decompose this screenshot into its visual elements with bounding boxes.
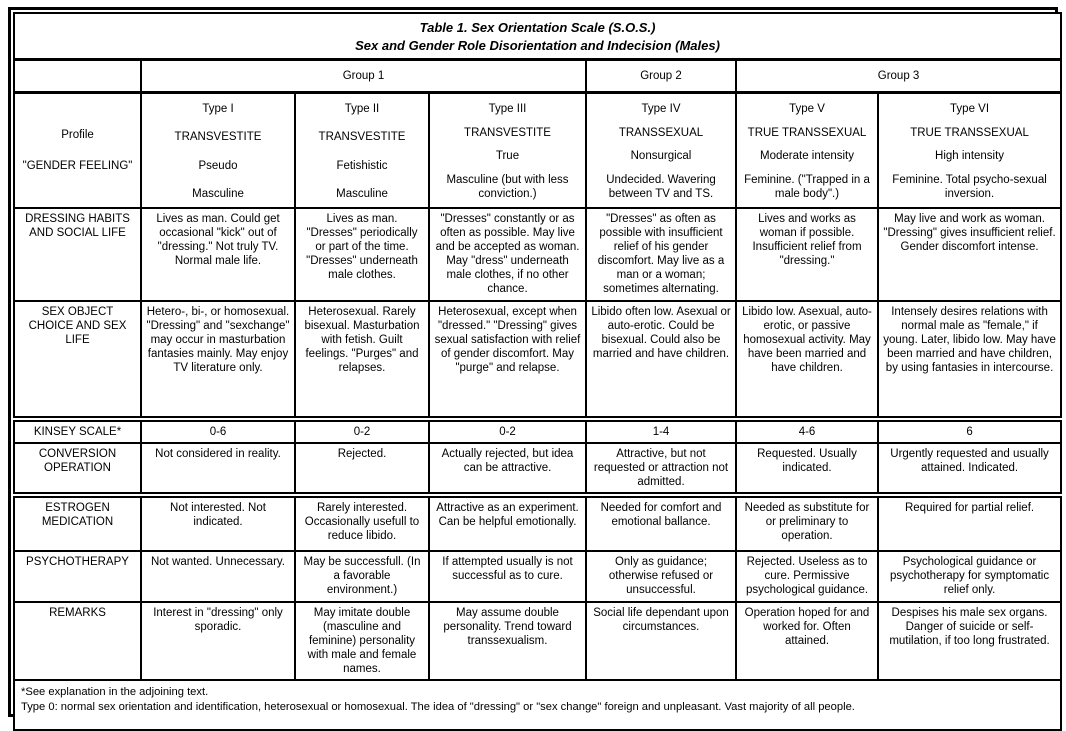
conversion-cell-type-2: Rejected. bbox=[295, 443, 429, 495]
row-psychotherapy bbox=[14, 551, 1061, 602]
group-header-row bbox=[14, 60, 1061, 93]
remarks-cell-type-6: Despises his male sex organs. Danger of suicide or self-mutilation, if too long frustrated. bbox=[878, 602, 1061, 680]
group-2-header: Group 2 bbox=[586, 60, 736, 93]
group-header-spacer bbox=[14, 60, 141, 93]
type-4-category: TRANSSEXUAL bbox=[618, 126, 704, 139]
profile-cell-type-2 bbox=[295, 93, 429, 209]
kinsey-cell-type-6: 6 bbox=[878, 419, 1061, 443]
type-2-name: Type II bbox=[344, 103, 380, 116]
type-3-subtype: True bbox=[495, 150, 520, 163]
footnote bbox=[14, 680, 1061, 730]
remarks-cell-type-4: Social life dependant upon circumstances. bbox=[586, 602, 736, 680]
type-6-feeling: Feminine. Total psycho-sexual inversion. bbox=[892, 174, 1047, 201]
dressing-cell-type-1: Lives as man. Could get occasional "kick" out of "dressing." Not truly TV. Normal male life. bbox=[141, 208, 295, 301]
dressing-cell-type-2: Lives as man. "Dresses" periodically or part of the time. "Dresses" underneath male clothes. bbox=[295, 208, 429, 301]
type-1-category: TRANSVESTITE bbox=[174, 131, 262, 144]
kinsey-cell-type-3: 0-2 bbox=[429, 419, 586, 443]
type-3-name: Type III bbox=[488, 103, 527, 116]
estrogen-cell-type-2: Rarely interested. Occasionally usefull to reduce libido. bbox=[295, 495, 429, 551]
type-4-subtype: Nonsurgical bbox=[630, 150, 692, 163]
row-estrogen-medication bbox=[14, 495, 1061, 551]
estrogen-cell-type-3: Attractive as an experiment. Can be helpful emotionally. bbox=[429, 495, 586, 551]
row-remarks bbox=[14, 602, 1061, 680]
psycho-cell-type-1: Not wanted. Unnecessary. bbox=[141, 551, 295, 602]
footnote-line2: Type 0: normal sex orientation and identification, heterosexual or homosexual. The idea of "dressing" or "sex change" foreign and unpleasant. Vast majority of all people. bbox=[21, 701, 855, 714]
remarks-cell-type-1: Interest in "dressing" only sporadic. bbox=[141, 602, 295, 680]
profile-row bbox=[14, 93, 1061, 209]
title-row bbox=[14, 13, 1061, 60]
table-title-line1: Table 1. Sex Orientation Scale (S.O.S.) bbox=[419, 20, 656, 35]
conversion-cell-type-1: Not considered in reality. bbox=[141, 443, 295, 495]
estrogen-cell-type-4: Needed for comfort and emotional ballance. bbox=[586, 495, 736, 551]
profile-cell-type-6 bbox=[878, 93, 1061, 209]
type-2-category: TRANSVESTITE bbox=[318, 131, 406, 144]
sexobject-cell-type-1: Hetero-, bi-, or homosexual. "Dressing" and "sexchange" may occur in masturbation fantasies mainly. May enjoy TV literature only. bbox=[141, 301, 295, 419]
kinsey-cell-type-2: 0-2 bbox=[295, 419, 429, 443]
profile-cell-type-3 bbox=[429, 93, 586, 209]
sexobject-cell-type-5: Libido low. Asexual, auto-erotic, or passive homosexual activity. May have been married and have children. bbox=[736, 301, 878, 419]
type-3-feeling: Masculine (but with less conviction.) bbox=[446, 174, 569, 201]
row-label-dressing: DRESSING HABITS AND SOCIAL LIFE bbox=[14, 208, 141, 301]
table-title bbox=[14, 13, 1061, 60]
row-label-remarks: REMARKS bbox=[14, 602, 141, 680]
psycho-cell-type-5: Rejected. Useless as to cure. Permissive psychological guidance. bbox=[736, 551, 878, 602]
row-label-conversion: CONVERSION OPERATION bbox=[14, 443, 141, 495]
row-label-sex-object: SEX OBJECT CHOICE AND SEX LIFE bbox=[14, 301, 141, 419]
type-6-name: Type VI bbox=[950, 103, 990, 116]
type-6-category: TRUE TRANSSEXUAL bbox=[910, 126, 1029, 139]
kinsey-cell-type-4: 1-4 bbox=[586, 419, 736, 443]
sos-table bbox=[13, 12, 1062, 731]
psycho-cell-type-4: Only as guidance; otherwise refused or unsuccessful. bbox=[586, 551, 736, 602]
psycho-cell-type-6: Psychological guidance or psychotherapy for symptomatic relief only. bbox=[878, 551, 1061, 602]
conversion-cell-type-4: Attractive, but not requested or attraction not admitted. bbox=[586, 443, 736, 495]
row-label-psychotherapy: PSYCHOTHERAPY bbox=[14, 551, 141, 602]
estrogen-cell-type-5: Needed as substitute for or preliminary to operation. bbox=[736, 495, 878, 551]
estrogen-cell-type-1: Not interested. Not indicated. bbox=[141, 495, 295, 551]
table-title-line2: Sex and Gender Role Disorientation and Indecision (Males) bbox=[355, 37, 720, 53]
type-1-name: Type I bbox=[202, 103, 234, 116]
row-conversion-operation bbox=[14, 443, 1061, 495]
row-sex-object-choice bbox=[14, 301, 1061, 419]
conversion-cell-type-5: Requested. Usually indicated. bbox=[736, 443, 878, 495]
profile-label-line2: "GENDER FEELING" bbox=[22, 160, 133, 173]
sexobject-cell-type-6: Intensely desires relations with normal male as "female," if young. Later, libido low. May have been married and have children, by using fantasies in intercourse. bbox=[878, 301, 1061, 419]
type-3-category: TRANSVESTITE bbox=[464, 126, 551, 139]
type-5-feeling: Feminine. ("Trapped in a male body".) bbox=[744, 174, 870, 201]
row-label-profile bbox=[14, 93, 141, 209]
sexobject-cell-type-4: Libido often low. Asexual or auto-erotic. Could be bisexual. Could also be married and have children. bbox=[586, 301, 736, 419]
type-6-subtype: High intensity bbox=[935, 150, 1005, 163]
psycho-cell-type-3: If attempted usually is not successful as to cure. bbox=[429, 551, 586, 602]
conversion-cell-type-3: Actually rejected, but idea can be attractive. bbox=[429, 443, 586, 495]
row-label-kinsey: KINSEY SCALE* bbox=[14, 419, 141, 443]
kinsey-cell-type-5: 4-6 bbox=[736, 419, 878, 443]
group-1-header: Group 1 bbox=[141, 60, 586, 93]
kinsey-cell-type-1: 0-6 bbox=[141, 419, 295, 443]
type-1-subtype: Pseudo bbox=[198, 159, 238, 172]
remarks-cell-type-2: May imitate double (masculine and feminine) personality with male and female names. bbox=[295, 602, 429, 680]
dressing-cell-type-3: "Dresses" constantly or as often as possible. May live and be accepted as woman. May "dress" underneath male clothes, if no other chance. bbox=[429, 208, 586, 301]
footnote-row bbox=[14, 680, 1061, 730]
remarks-cell-type-5: Operation hoped for and worked for. Often attained. bbox=[736, 602, 878, 680]
conversion-cell-type-6: Urgently requested and usually attained. Indicated. bbox=[878, 443, 1061, 495]
dressing-cell-type-6: May live and work as woman. "Dressing" gives insufficient relief. Gender discomfort intense. bbox=[878, 208, 1061, 301]
type-5-name: Type V bbox=[789, 103, 825, 116]
table-frame bbox=[8, 7, 1058, 717]
type-4-feeling: Undecided. Wavering between TV and TS. bbox=[606, 174, 716, 201]
row-dressing-habits bbox=[14, 208, 1061, 301]
footnote-line1: *See explanation in the adjoining text. bbox=[21, 686, 209, 699]
estrogen-cell-type-6: Required for partial relief. bbox=[878, 495, 1061, 551]
profile-cell-type-4 bbox=[586, 93, 736, 209]
remarks-cell-type-3: May assume double personality. Trend toward transsexualism. bbox=[429, 602, 586, 680]
row-label-estrogen: ESTROGEN MEDICATION bbox=[14, 495, 141, 551]
profile-cell-type-1 bbox=[141, 93, 295, 209]
dressing-cell-type-5: Lives and works as woman if possible. Insufficient relief from "dressing." bbox=[736, 208, 878, 301]
profile-label-line1: Profile bbox=[61, 129, 94, 142]
dressing-cell-type-4: "Dresses" as often as possible with insufficient relief of his gender discomfort. May live as a man or a woman; sometimes alternating. bbox=[586, 208, 736, 301]
type-1-feeling: Masculine bbox=[192, 188, 244, 201]
sexobject-cell-type-2: Heterosexual. Rarely bisexual. Masturbation with fetish. Guilt feelings. "Purges" and relapses. bbox=[295, 301, 429, 419]
type-4-name: Type IV bbox=[641, 103, 681, 116]
profile-cell-type-5 bbox=[736, 93, 878, 209]
sexobject-cell-type-3: Heterosexual, except when "dressed." "Dressing" gives sexual satisfaction with relief of gender discomfort. May "purge" and relapse. bbox=[429, 301, 586, 419]
type-5-subtype: Moderate intensity bbox=[760, 150, 854, 163]
type-5-category: TRUE TRANSSEXUAL bbox=[747, 126, 867, 139]
type-2-feeling: Masculine bbox=[336, 188, 388, 201]
row-kinsey-scale bbox=[14, 419, 1061, 443]
psycho-cell-type-2: May be successfull. (In a favorable environment.) bbox=[295, 551, 429, 602]
type-2-subtype: Fetishistic bbox=[336, 159, 388, 172]
group-3-header: Group 3 bbox=[736, 60, 1061, 93]
